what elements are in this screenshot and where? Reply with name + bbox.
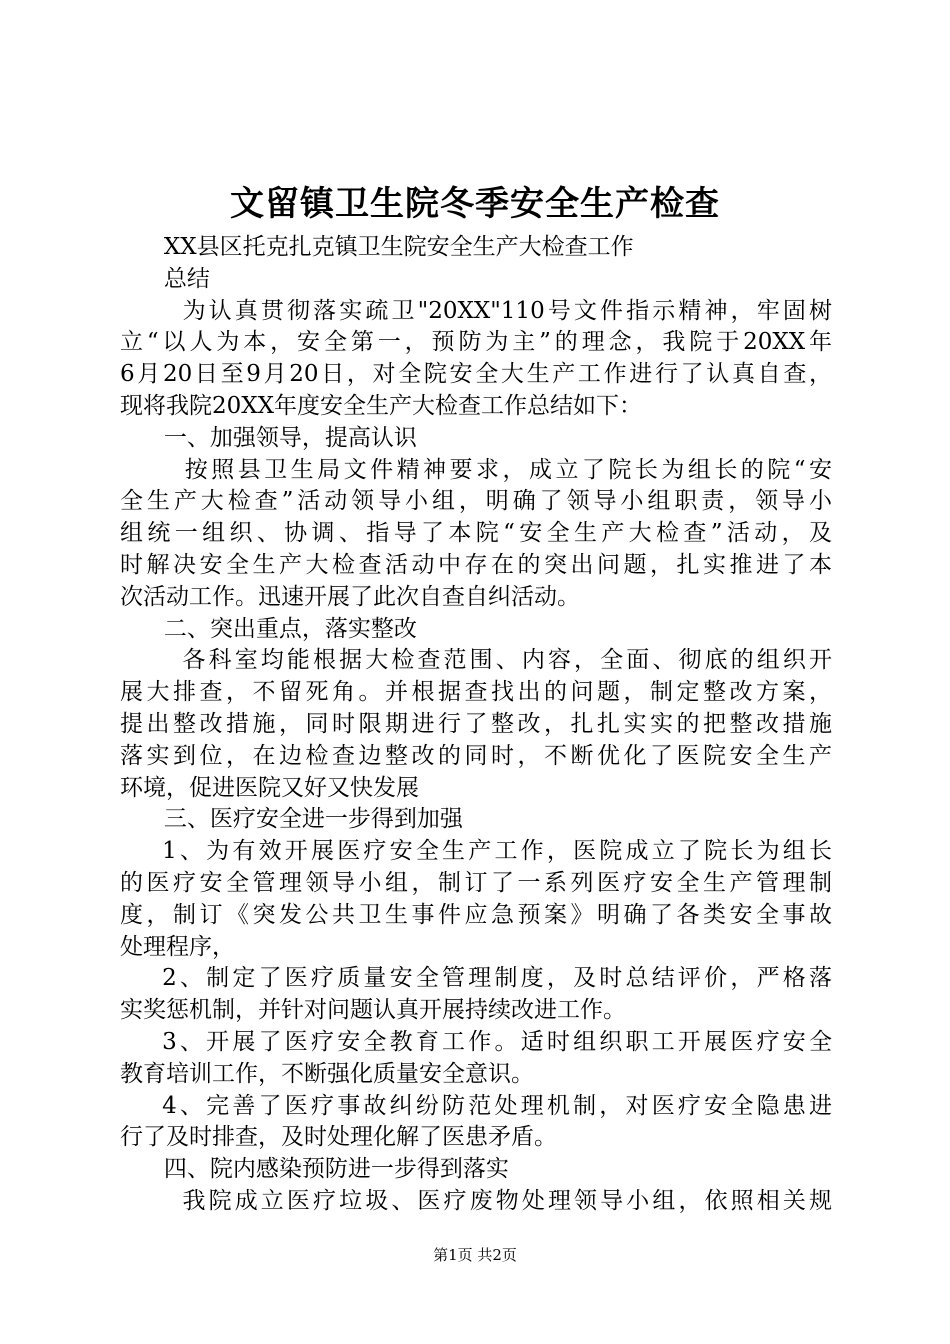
text-line: 3、开展了医疗安全教育工作。适时组织职工开展医疗安全 [120,1028,832,1055]
text-line: 提出整改措施，同时限期进行了整改，扎扎实实的把整改措施 [120,710,832,737]
text-line: 4、完善了医疗事故纠纷防范处理机制，对医疗安全隐患进 [120,1092,832,1119]
text-line: 二、突出重点，落实整改 [120,615,417,642]
text-line: 落实到位，在边检查边整改的同时，不断优化了医院安全生产 [120,742,832,769]
page-footer: 第1页 共2页 [433,1246,517,1264]
text-line: 一、加强领导，提高认识 [120,424,417,451]
document-title: 文留镇卫生院冬季安全生产检查 [230,184,720,224]
text-line: 按照县卫生局文件精神要求，成立了院长为组长的院“安 [120,456,832,483]
text-line: 展大排查，不留死角。并根据查找出的问题，制定整改方案， [120,679,832,706]
text-line: 为认真贯彻落实疏卫"20XX"110号文件指示精神，牢固树 [120,297,832,324]
text-line: 处理程序， [120,933,235,960]
text-line: 时解决安全生产大检查活动中存在的突出问题，扎实推进了本 [120,551,832,578]
text-line: 组统一组织、协调、指导了本院“安全生产大检查”活动，及 [120,520,832,547]
document-body [120,232,832,1218]
text-line: 度，制订《突发公共卫生事件应急预案》明确了各类安全事故 [120,901,832,928]
text-line: 行了及时排查，及时处理化解了医患矛盾。 [120,1124,557,1151]
text-line: 总结 [120,265,210,292]
text-line: 四、院内感染预防进一步得到落实 [120,1156,509,1183]
text-line: 1、为有效开展医疗安全生产工作，医院成立了院长为组长 [120,838,832,865]
text-line: 三、医疗安全进一步得到加强 [120,806,463,833]
text-line: 现将我院20XX年度安全生产大检查工作总结如下： [120,392,643,419]
text-line: 实奖惩机制，并针对问题认真开展持续改进工作。 [120,997,626,1024]
text-line: 教育培训工作，不断强化质量安全意识。 [120,1060,534,1087]
text-line: XX县区托克扎克镇卫生院安全生产大检查工作 [120,234,634,260]
text-line: 环境，促进医院又好又快发展 [120,774,419,801]
text-line: 2、制定了医疗质量安全管理制度，及时总结评价，严格落 [120,965,832,992]
text-line: 全生产大检查”活动领导小组，明确了领导小组职责，领导小 [120,488,832,515]
text-line: 立“以人为本，安全第一，预防为主”的理念，我院于20XX年 [120,329,832,356]
text-line: 各科室均能根据大检查范围、内容，全面、彻底的组织开 [120,647,832,674]
text-line: 6月20日至9月20日，对全院安全大生产工作进行了认真自查， [120,361,832,388]
text-line: 次活动工作。迅速开展了此次自查自纠活动。 [120,583,580,610]
text-line: 的医疗安全管理领导小组，制订了一系列医疗安全生产管理制 [120,869,832,896]
text-line: 我院成立医疗垃圾、医疗废物处理领导小组，依照相关规 [120,1187,832,1214]
